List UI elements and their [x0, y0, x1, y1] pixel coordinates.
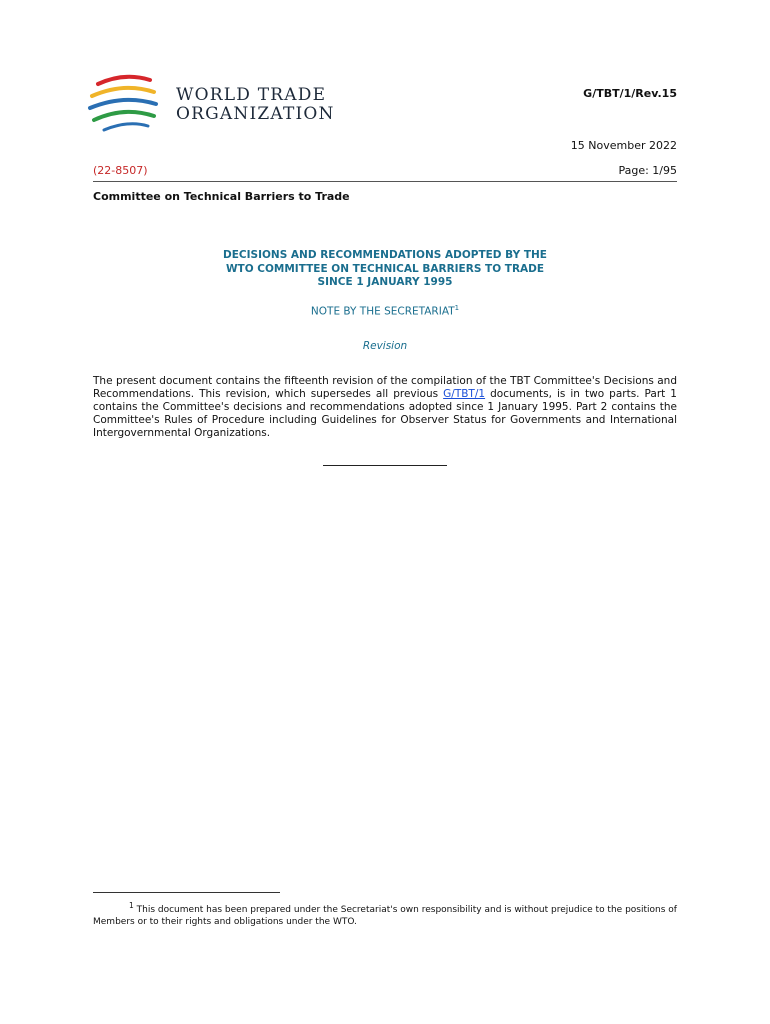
document-date: 15 November 2022: [570, 139, 677, 152]
page-number: Page: 1/95: [618, 164, 677, 177]
footnote-text: This document has been prepared under the Secretariat's own responsibility and is without prejudice to the positions of Members or to their rights and obligations under the WTO.: [93, 905, 677, 927]
title-line-1: DECISIONS AND RECOMMENDATIONS ADOPTED BY THE: [223, 249, 547, 261]
revision-label: Revision: [362, 340, 408, 352]
wto-emblem-icon: [84, 70, 164, 142]
document-reference: (22-8507): [93, 164, 148, 177]
title-line-2: WTO COMMITTEE ON TECHNICAL BARRIERS TO TRADE: [225, 262, 545, 275]
header-divider: [93, 181, 677, 182]
committee-name: Committee on Technical Barriers to Trade: [93, 190, 350, 203]
org-name: [176, 86, 335, 124]
org-name-line1: WORLD TRADE: [176, 85, 327, 105]
body-text-start: The present document contains the fifteenth revision of the compilation of the TBT Committee's Decisions and Recommendations. This revision, which supersedes all previous: [93, 375, 677, 400]
org-name-line2: ORGANIZATION: [176, 104, 335, 124]
footnote-marker: 1: [129, 901, 134, 910]
title-line-3: SINCE 1 JANUARY 1995: [317, 276, 453, 288]
document-title: [93, 249, 677, 290]
section-separator: [323, 465, 447, 466]
note-label: NOTE BY THE SECRETARIAT: [310, 305, 455, 318]
secretariat-note: [93, 304, 677, 318]
footnote-ref[interactable]: 1: [454, 304, 460, 312]
gtbt1-link[interactable]: G/TBT/1: [443, 388, 486, 400]
body-paragraph: [93, 375, 677, 440]
footnote-divider: [93, 892, 280, 893]
body-text-end: documents, is in two parts. Part 1 contains the Committee's decisions and recommendations adopted since 1 January 1995. Part 2 contains the Committee's Rules of Procedure including Guidelines for Observer Status for Governments and International Intergovernmental Organizations.: [93, 388, 677, 439]
document-symbol: G/TBT/1/Rev.15: [583, 87, 677, 100]
footnote: [93, 900, 677, 928]
